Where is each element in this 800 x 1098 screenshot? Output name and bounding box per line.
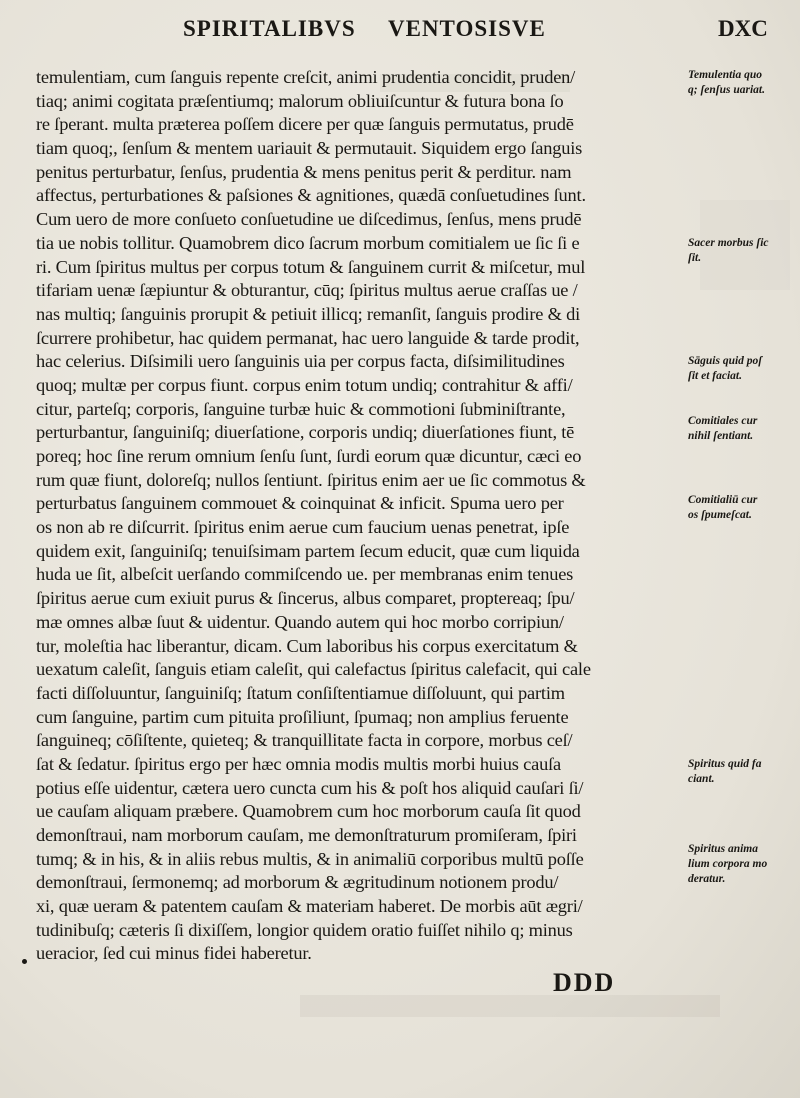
text-line: uexatum caleſit, ſanguis etiam caleſit, qui calefactus ſpiritus calefacit, qui cale bbox=[36, 659, 591, 680]
text-line: Cum uero de more conſueto conſuetudine ue diſcedimus, ſenſus, mens prudē bbox=[36, 209, 582, 230]
text-line: tiaq; animi cogitata præſentiumq; malorum obliuiſcuntur & futura bona ſo bbox=[36, 90, 564, 111]
marginal-note-line: ſit et faciat. bbox=[688, 370, 742, 382]
text-line: tur, moleſtia hac liberantur, dicam. Cum laboribus his corpus exercitatum & bbox=[36, 635, 578, 656]
marginal-note-line: ſit. bbox=[688, 252, 702, 264]
marginal-note-line: os ſpumeſcat. bbox=[688, 509, 752, 521]
marginal-note-line: Spiritus quid fa bbox=[688, 758, 762, 770]
text-line: demonſtraui, nam morborum cauſam, me demonſtraturum promiſeram, ſpiri bbox=[36, 825, 577, 845]
text-line: ue cauſam aliquam præbere. Quamobrem cum hoc morborum cauſa ſit quod bbox=[36, 801, 581, 822]
marginal-note bbox=[688, 414, 796, 444]
main-text-block bbox=[36, 66, 681, 966]
text-line: penitus perturbatur, ſenſus, prudentia & mens penitus perit & perditur. nam bbox=[36, 161, 572, 182]
running-head-right: VENTOSISVE bbox=[388, 16, 546, 41]
text-line: ſat & ſedatur. ſpiritus ergo per hæc omnia modis multis morbi huius cauſa bbox=[36, 753, 561, 774]
text-line: temulentiam, cum ſanguis repente creſcit, animi prudentia concidit, pruden/ bbox=[36, 67, 576, 87]
text-line: citur, parteſq; corporis, ſanguine turbæ huic & commotioni ſubminiſtrante, bbox=[36, 398, 566, 419]
marginal-note-line: nihil ſentiant. bbox=[688, 430, 754, 442]
text-line: tia ue nobis tollitur. Quamobrem dico ſacrum morbum comitialem ue ſic ſi e bbox=[36, 232, 580, 253]
text-line: perturbantur, ſanguiniſq; diuerſatione, corporis undiq; diuerſationes fiunt, tē bbox=[36, 422, 575, 443]
text-line: nas multiq; ſanguinis prorupit & petiuit illicq; remanſit, ſanguis prodire & di bbox=[36, 303, 581, 324]
text-line: re ſperant. multa præterea poſſem dicere per quæ ſanguis permutatus, prudē bbox=[36, 114, 574, 135]
folio-number: DXC bbox=[718, 16, 768, 41]
text-line: quoq; multæ per corpus fiunt. corpus enim totum undiq; contrahitur & affi/ bbox=[36, 374, 573, 395]
text-line: facti diſſoluuntur, ſanguiniſq; ſtatum conſiſtentiamue diſſoluunt, qui partim bbox=[36, 682, 565, 703]
text-line: potius eſſe uidentur, cætera uero cuncta cum his & poſt hos aliquid cauſari ſi/ bbox=[36, 777, 584, 798]
text-line: ſanguineq; cōſiſtente, quieteq; & tranquillitate facta in corpore, morbus ceſ/ bbox=[36, 730, 573, 751]
text-line: huda ue ſit, albeſcit uerſando commiſcendo ue. per membranas enim tenues bbox=[36, 564, 574, 585]
text-line: tudinibuſq; cæteris ſi dixiſſem, longior quidem oratio fuiſſet nihilo q; minus bbox=[36, 919, 573, 940]
running-head bbox=[0, 14, 800, 48]
marginal-note-line: Comitialiū cur bbox=[688, 494, 758, 506]
marginal-note bbox=[688, 236, 796, 266]
marginal-note-line: Temulentia quo bbox=[688, 69, 763, 81]
text-line: demonſtraui, ſermonemq; ad morborum & ægritudinum notionem produ/ bbox=[36, 872, 559, 893]
text-line: xi, quæ ueram & patentem cauſam & materiam haberet. De morbis aūt ægri/ bbox=[36, 896, 583, 917]
text-line: rum quæ fiunt, doloreſq; nullos ſentiunt. ſpiritus enim aer ue ſic commotus & bbox=[36, 469, 586, 490]
marginal-note-line: Comitiales cur bbox=[688, 415, 758, 427]
marginal-note-line: deratur. bbox=[688, 873, 726, 885]
text-line: ſcurrere prohibetur, hac quidem permanat, hac uero languide & tarde prodit, bbox=[36, 327, 580, 348]
signature-mark: DDD bbox=[553, 968, 616, 997]
text-line: poreq; hoc ſine rerum omnium ſenſu ſunt, ſurdi eorum quæ dicuntur, cæci eo bbox=[36, 446, 582, 466]
marginal-note-line: ciant. bbox=[688, 773, 715, 785]
text-line: tifariam uenæ ſæpiuntur & obturantur, cūq; ſpiritus multus aerue craſſas ue / bbox=[36, 280, 578, 301]
text-line: ueracior, ſed cui minus fidei haberetur. bbox=[36, 943, 312, 964]
marginal-note-line: Spiritus anima bbox=[688, 843, 758, 855]
text-line: quidem exit, ſanguiniſq; tenuiſsimam partem ſecum educit, quæ cum liquida bbox=[36, 540, 580, 561]
marginal-note bbox=[688, 68, 796, 98]
text-line: hac celerius. Diſsimili uero ſanguinis uia per corpus facta, diſsimilitudines bbox=[36, 351, 565, 372]
text-line: mæ omnes albæ ſuut & uidentur. Quando autem qui hoc morbo corripiun/ bbox=[36, 611, 564, 632]
marginal-note-line: Sāguis quid poſ bbox=[688, 355, 763, 367]
text-line: ſpiritus aerue cum exiuit purus & ſincerus, albus comparet, proptereaq; ſpu/ bbox=[36, 588, 575, 609]
running-head-left: SPIRITALIBVS bbox=[183, 16, 356, 41]
text-line: perturbatus ſanguinem commouet & coinquinat & inficit. Spuma uero per bbox=[36, 493, 564, 514]
marginal-note bbox=[688, 493, 796, 523]
text-line: ri. Cum ſpiritus multus per corpus totum & ſanguinem currit & miſcetur, mul bbox=[36, 256, 586, 277]
text-line: affectus, perturbationes & paſsiones & agnitiones, quædā conſuetudines ſunt. bbox=[36, 185, 586, 206]
marginal-note bbox=[688, 757, 796, 787]
text-line: cum ſanguine, partim cum pituita proſiliunt, ſpumaq; non amplius feruente bbox=[36, 706, 569, 727]
marginal-note bbox=[688, 842, 796, 887]
show-through-smudge bbox=[300, 995, 720, 1017]
marginal-note-line: Sacer morbus ſic bbox=[688, 237, 769, 249]
ink-dot bbox=[22, 959, 27, 964]
text-line: tiam quoq;, ſenſum & mentem uariauit & permutauit. Siquidem ergo ſanguis bbox=[36, 138, 583, 159]
marginal-note-line: lium corpora mo bbox=[688, 858, 768, 870]
text-line: tumq; & in his, & in aliis rebus multis, & in animaliū corporibus multū poſſe bbox=[36, 848, 584, 869]
marginal-note bbox=[688, 354, 796, 384]
text-line: os non ab re diſcurrit. ſpiritus enim aerue cum faucium uenas penetrat, ipſe bbox=[36, 517, 570, 538]
marginal-note-line: q; ſenſus uariat. bbox=[688, 84, 765, 96]
